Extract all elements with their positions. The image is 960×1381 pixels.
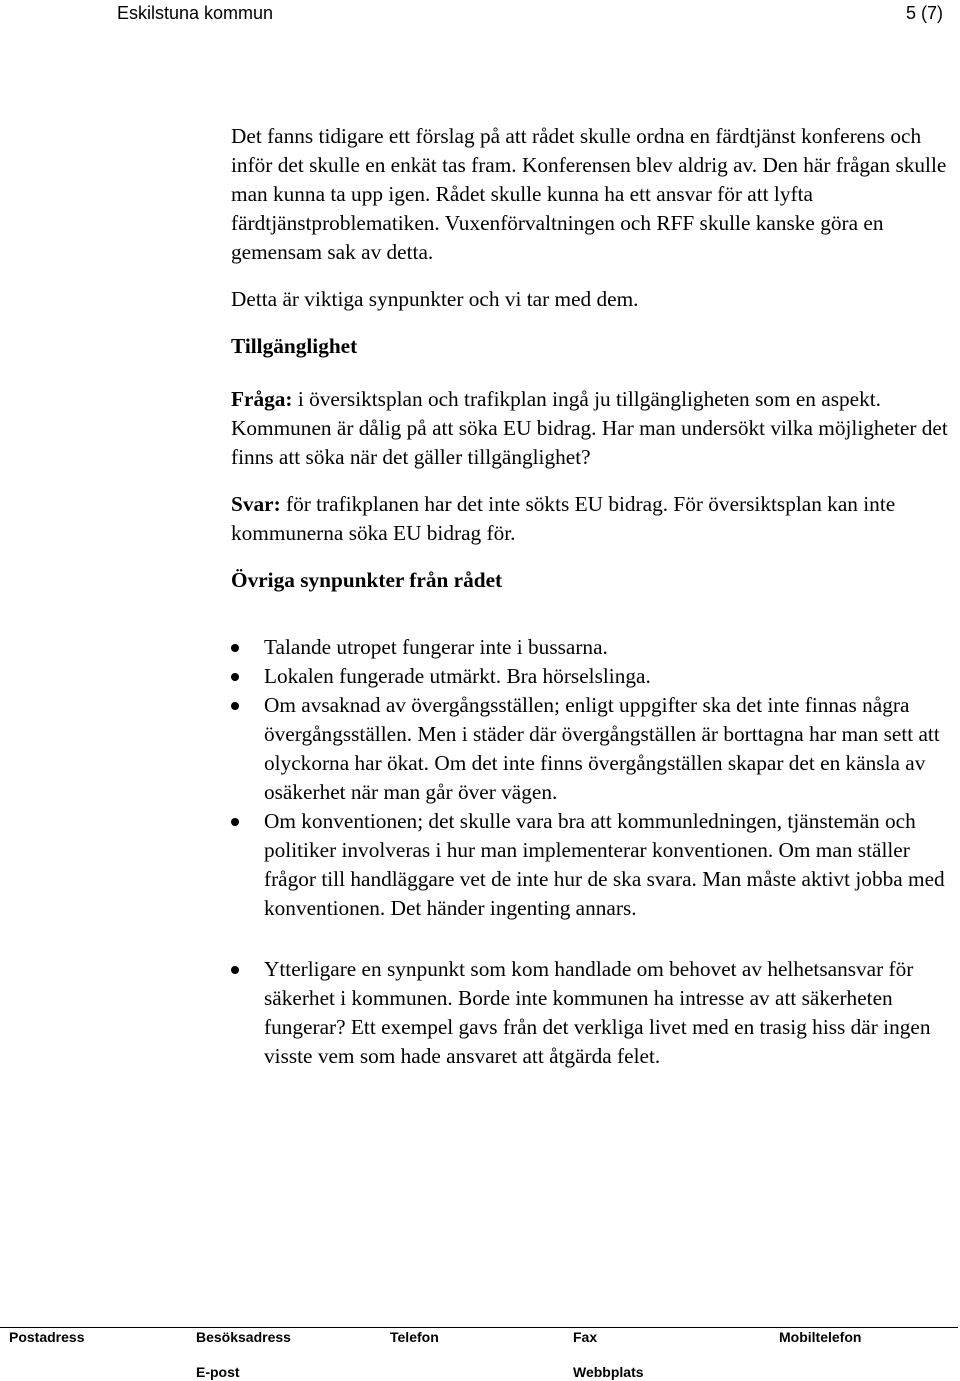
answer-paragraph xyxy=(231,490,951,548)
page-footer xyxy=(0,1328,960,1381)
answer-text: för trafikplanen har det inte sökts EU bidrag. För översiktsplan kan inte kommunerna söka EU bidrag för. xyxy=(231,492,896,545)
footer-mobiltelefon: Mobiltelefon xyxy=(779,1329,862,1345)
header-page-number: 5 (7) xyxy=(906,3,944,23)
paragraph-response: Detta är viktiga synpunkter och vi tar med dem. xyxy=(231,287,639,311)
question-label: Fråga: xyxy=(231,387,293,411)
document-body xyxy=(231,122,951,1071)
list-item xyxy=(231,955,951,1071)
list-item xyxy=(231,662,951,691)
footer-telefon: Telefon xyxy=(390,1329,439,1345)
bullet-icon xyxy=(231,644,239,652)
heading-tillganglighet: Tillgänglighet xyxy=(231,334,358,358)
list-item-text: Lokalen fungerade utmärkt. Bra hörselslinga. xyxy=(264,664,651,688)
header-organization: Eskilstuna kommun xyxy=(117,3,274,23)
list-item xyxy=(231,691,951,807)
footer-fax: Fax xyxy=(573,1329,598,1345)
list-item xyxy=(231,807,951,923)
list-item-text: Talande utropet fungerar inte i bussarna. xyxy=(264,635,608,659)
question-text: i översiktsplan och trafikplan ingå ju tillgängligheten som en aspekt. Kommunen är dålig på att söka EU bidrag. Har man undersökt vilka möjligheter det finns att söka när det gäller tillgänglighet? xyxy=(231,387,948,469)
page-header xyxy=(0,0,960,26)
bullet-icon xyxy=(231,702,239,710)
bullet-list xyxy=(231,633,951,1071)
footer-postadress: Postadress xyxy=(9,1329,85,1345)
bullet-icon xyxy=(231,673,239,681)
list-item-text: Om konventionen; det skulle vara bra att kommunledningen, tjänstemän och politiker involveras i hur man implementerar konventionen. Om man ställer frågor till handläggare vet de inte hur de ska svara. Man måste aktivt jobba med konventionen. Det händer ingenting annars. xyxy=(264,809,945,920)
question-paragraph xyxy=(231,385,951,472)
list-item-text: Om avsaknad av övergångsställen; enligt uppgifter ska det inte finnas några övergångsställen. Men i städer där övergångställen är borttagna har man sett att olyckorna har ökat. Om det inte finns övergångställen skapar det en känsla av osäkerhet när man går över vägen. xyxy=(264,693,940,804)
answer-label: Svar: xyxy=(231,492,281,516)
footer-besoksadress: Besöksadress xyxy=(196,1329,291,1345)
list-item xyxy=(231,633,951,662)
footer-epost: E-post xyxy=(196,1364,240,1380)
heading-ovriga-synpunkter: Övriga synpunkter från rådet xyxy=(231,568,503,592)
bullet-icon xyxy=(231,966,239,974)
bullet-icon xyxy=(231,818,239,826)
list-item-text: Ytterligare en synpunkt som kom handlade om behovet av helhetsansvar för säkerhet i kommunen. Borde inte kommunen ha intresse av att säkerheten fungerar? Ett exempel gavs från det verkliga livet med en trasig hiss där ingen visste vem som hade ansvaret att åtgärda felet. xyxy=(264,957,931,1068)
footer-webbplats: Webbplats xyxy=(573,1364,644,1380)
paragraph-fardtjanst: Det fanns tidigare ett förslag på att rådet skulle ordna en färdtjänst konferens och inför det skulle en enkät tas fram. Konferensen blev aldrig av. Den här frågan skulle man kunna ta upp igen. Rådet skulle kunna ha ett ansvar för att lyfta färdtjänstproblematiken. Vuxenförvaltningen och RFF skulle kanske göra en gemensam sak av detta. xyxy=(231,124,947,264)
